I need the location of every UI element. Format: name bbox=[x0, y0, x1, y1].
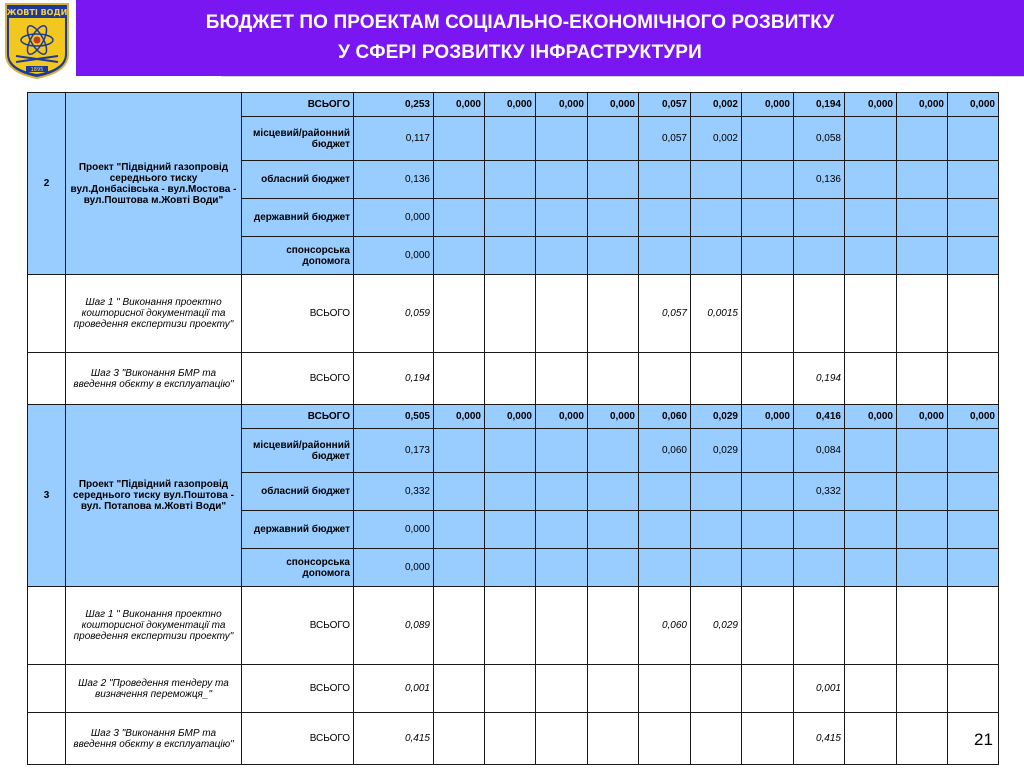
step-total-label: ВСЬОГО bbox=[242, 275, 354, 353]
funding-source: спонсорська допомога bbox=[242, 237, 354, 275]
amount-cell: 0,029 bbox=[691, 405, 742, 429]
step-amount-cell bbox=[434, 587, 485, 665]
amount-cell bbox=[536, 549, 588, 587]
amount-cell: 0,084 bbox=[794, 429, 845, 473]
amount-cell: 0,000 bbox=[536, 93, 588, 117]
step-amount-cell bbox=[485, 587, 536, 665]
amount-cell: 0,000 bbox=[354, 199, 434, 237]
step-amount-cell bbox=[485, 713, 536, 765]
step-amount-cell bbox=[742, 665, 794, 713]
amount-cell bbox=[639, 473, 691, 511]
funding-source: місцевий/районний бюджет bbox=[242, 117, 354, 161]
amount-cell bbox=[639, 161, 691, 199]
amount-cell bbox=[434, 161, 485, 199]
step-amount-cell bbox=[742, 713, 794, 765]
amount-cell: 0,136 bbox=[794, 161, 845, 199]
step-amount-cell bbox=[536, 665, 588, 713]
step-total-label: ВСЬОГО bbox=[242, 713, 354, 765]
budget-row bbox=[28, 405, 999, 429]
logo-text: ЖОВТІ ВОДИ bbox=[6, 8, 68, 17]
step-amount-cell bbox=[588, 353, 639, 405]
step-amount-cell bbox=[536, 275, 588, 353]
amount-cell bbox=[434, 473, 485, 511]
amount-cell bbox=[845, 511, 897, 549]
amount-cell bbox=[794, 237, 845, 275]
amount-cell bbox=[691, 511, 742, 549]
amount-cell: 0,505 bbox=[354, 405, 434, 429]
amount-cell bbox=[897, 199, 948, 237]
amount-cell bbox=[588, 199, 639, 237]
amount-cell bbox=[536, 511, 588, 549]
amount-cell: 0,253 bbox=[354, 93, 434, 117]
step-amount-cell bbox=[588, 587, 639, 665]
step-row bbox=[28, 353, 999, 405]
amount-cell bbox=[485, 473, 536, 511]
amount-cell: 0,000 bbox=[897, 405, 948, 429]
amount-cell bbox=[691, 161, 742, 199]
amount-cell: 0,173 bbox=[354, 429, 434, 473]
amount-cell bbox=[485, 429, 536, 473]
step-amount-cell bbox=[639, 713, 691, 765]
step-amount-cell bbox=[845, 713, 897, 765]
amount-cell bbox=[691, 237, 742, 275]
amount-cell bbox=[742, 549, 794, 587]
amount-cell: 0,332 bbox=[354, 473, 434, 511]
amount-cell bbox=[536, 237, 588, 275]
step-name: Шаг 1 " Виконання проектно кошторисної документації та проведення експертизи проекту" bbox=[66, 587, 242, 665]
step-name: Шаг 2 "Проведення тендеру та визначення переможця_" bbox=[66, 665, 242, 713]
funding-source: державний бюджет bbox=[242, 199, 354, 237]
amount-cell: 0,000 bbox=[354, 237, 434, 275]
amount-cell bbox=[845, 473, 897, 511]
step-amount-cell bbox=[485, 353, 536, 405]
amount-cell bbox=[897, 117, 948, 161]
amount-cell bbox=[742, 117, 794, 161]
step-amount-cell bbox=[588, 665, 639, 713]
page-number: 21 bbox=[974, 730, 993, 749]
amount-cell bbox=[691, 199, 742, 237]
step-amount-cell bbox=[434, 353, 485, 405]
amount-cell bbox=[742, 199, 794, 237]
step-amount-cell bbox=[897, 713, 948, 765]
step-amount-cell: 0,059 bbox=[354, 275, 434, 353]
amount-cell bbox=[948, 199, 999, 237]
amount-cell bbox=[948, 429, 999, 473]
amount-cell: 0,136 bbox=[354, 161, 434, 199]
header-divider bbox=[221, 76, 1024, 77]
step-total-label: ВСЬОГО bbox=[242, 587, 354, 665]
amount-cell bbox=[434, 549, 485, 587]
amount-cell bbox=[794, 511, 845, 549]
amount-cell: 0,000 bbox=[897, 93, 948, 117]
amount-cell bbox=[434, 237, 485, 275]
step-amount-cell: 0,001 bbox=[354, 665, 434, 713]
amount-cell bbox=[588, 549, 639, 587]
amount-cell: 0,029 bbox=[691, 429, 742, 473]
amount-cell: 0,000 bbox=[354, 511, 434, 549]
amount-cell bbox=[536, 161, 588, 199]
amount-cell bbox=[948, 549, 999, 587]
step-amount-cell: 0,057 bbox=[639, 275, 691, 353]
amount-cell: 0,332 bbox=[794, 473, 845, 511]
step-amount-cell: 0,415 bbox=[794, 713, 845, 765]
amount-cell: 0,000 bbox=[354, 549, 434, 587]
amount-cell bbox=[485, 117, 536, 161]
step-amount-cell bbox=[639, 665, 691, 713]
amount-cell bbox=[742, 161, 794, 199]
step-amount-cell bbox=[897, 275, 948, 353]
amount-cell: 0,000 bbox=[485, 93, 536, 117]
amount-cell bbox=[948, 117, 999, 161]
amount-cell bbox=[897, 549, 948, 587]
budget-table bbox=[27, 92, 999, 765]
amount-cell: 0,000 bbox=[948, 93, 999, 117]
amount-cell bbox=[691, 549, 742, 587]
step-amount-cell bbox=[897, 665, 948, 713]
amount-cell: 0,000 bbox=[588, 93, 639, 117]
step-amount-cell bbox=[691, 713, 742, 765]
step-amount-cell bbox=[794, 587, 845, 665]
amount-cell bbox=[639, 549, 691, 587]
step-amount-cell bbox=[536, 353, 588, 405]
step-amount-cell: 0,194 bbox=[794, 353, 845, 405]
amount-cell bbox=[845, 161, 897, 199]
amount-cell: 0,000 bbox=[536, 405, 588, 429]
step-amount-cell bbox=[845, 353, 897, 405]
funding-source: місцевий/районний бюджет bbox=[242, 429, 354, 473]
amount-cell: 0,060 bbox=[639, 429, 691, 473]
amount-cell bbox=[536, 199, 588, 237]
step-amount-cell: 0,194 bbox=[354, 353, 434, 405]
funding-source: обласний бюджет bbox=[242, 161, 354, 199]
step-name: Шаг 1 " Виконання проектно кошторисної документації та проведення експертизи проекту" bbox=[66, 275, 242, 353]
amount-cell bbox=[897, 161, 948, 199]
step-amount-cell bbox=[691, 665, 742, 713]
step-amount-cell bbox=[536, 587, 588, 665]
empty-index-cell bbox=[28, 713, 66, 765]
amount-cell bbox=[845, 237, 897, 275]
step-amount-cell bbox=[536, 713, 588, 765]
project-index: 3 bbox=[28, 405, 66, 587]
project-name: Проект "Підвідний газопровід середнього тиску вул.Донбасівська - вул.Мостова - вул.Поштова м.Жовті Води" bbox=[66, 93, 242, 275]
step-amount-cell bbox=[794, 275, 845, 353]
step-total-label: ВСЬОГО bbox=[242, 665, 354, 713]
amount-cell bbox=[485, 237, 536, 275]
amount-cell: 0,002 bbox=[691, 117, 742, 161]
step-row bbox=[28, 275, 999, 353]
amount-cell bbox=[434, 511, 485, 549]
amount-cell bbox=[845, 429, 897, 473]
step-amount-cell bbox=[434, 713, 485, 765]
amount-cell bbox=[794, 199, 845, 237]
step-amount-cell bbox=[588, 713, 639, 765]
amount-cell bbox=[639, 237, 691, 275]
step-amount-cell bbox=[485, 665, 536, 713]
amount-cell bbox=[434, 199, 485, 237]
step-amount-cell bbox=[691, 353, 742, 405]
amount-cell: 0,416 bbox=[794, 405, 845, 429]
slide-title-line2: У СФЕРІ РОЗВИТКУ ІНФРАСТРУКТУРИ bbox=[338, 42, 702, 63]
step-amount-cell: 0,0015 bbox=[691, 275, 742, 353]
project-index: 2 bbox=[28, 93, 66, 275]
amount-cell bbox=[742, 429, 794, 473]
amount-cell: 0,117 bbox=[354, 117, 434, 161]
amount-cell bbox=[434, 117, 485, 161]
step-amount-cell: 0,415 bbox=[354, 713, 434, 765]
step-name: Шаг 3 "Виконання БМР та введення обєкту в експлуатацію" bbox=[66, 713, 242, 765]
step-amount-cell bbox=[845, 665, 897, 713]
amount-cell bbox=[588, 511, 639, 549]
amount-cell: 0,057 bbox=[639, 93, 691, 117]
step-amount-cell bbox=[742, 587, 794, 665]
amount-cell: 0,058 bbox=[794, 117, 845, 161]
amount-cell bbox=[742, 511, 794, 549]
step-amount-cell bbox=[897, 353, 948, 405]
amount-cell bbox=[691, 473, 742, 511]
step-amount-cell bbox=[434, 275, 485, 353]
budget-row bbox=[28, 93, 999, 117]
amount-cell bbox=[948, 237, 999, 275]
amount-cell: 0,060 bbox=[639, 405, 691, 429]
amount-cell bbox=[948, 473, 999, 511]
step-total-label: ВСЬОГО bbox=[242, 353, 354, 405]
amount-cell: 0,000 bbox=[485, 405, 536, 429]
step-amount-cell bbox=[742, 275, 794, 353]
step-row bbox=[28, 665, 999, 713]
slide-header bbox=[0, 0, 1024, 78]
amount-cell bbox=[897, 511, 948, 549]
step-amount-cell bbox=[897, 587, 948, 665]
amount-cell bbox=[639, 511, 691, 549]
amount-cell bbox=[588, 473, 639, 511]
amount-cell bbox=[588, 161, 639, 199]
amount-cell bbox=[588, 117, 639, 161]
amount-cell bbox=[897, 237, 948, 275]
amount-cell bbox=[845, 199, 897, 237]
empty-index-cell bbox=[28, 665, 66, 713]
amount-cell bbox=[536, 117, 588, 161]
amount-cell bbox=[897, 473, 948, 511]
step-amount-cell: 0,089 bbox=[354, 587, 434, 665]
amount-cell bbox=[536, 473, 588, 511]
amount-cell bbox=[588, 429, 639, 473]
amount-cell: 0,002 bbox=[691, 93, 742, 117]
logo-year: 1895 bbox=[30, 67, 44, 73]
amount-cell bbox=[845, 549, 897, 587]
amount-cell: 0,000 bbox=[948, 405, 999, 429]
amount-cell: 0,000 bbox=[742, 93, 794, 117]
amount-cell bbox=[434, 429, 485, 473]
amount-cell bbox=[948, 161, 999, 199]
step-amount-cell bbox=[485, 275, 536, 353]
step-amount-cell bbox=[948, 275, 999, 353]
slide-title-line1: БЮДЖЕТ ПО ПРОЕКТАМ СОЦІАЛЬНО-ЕКОНОМІЧНОГО РОЗВИТКУ bbox=[205, 12, 835, 33]
funding-source: ВСЬОГО bbox=[242, 405, 354, 429]
amount-cell bbox=[485, 549, 536, 587]
amount-cell bbox=[485, 199, 536, 237]
amount-cell: 0,000 bbox=[434, 93, 485, 117]
amount-cell bbox=[794, 549, 845, 587]
amount-cell: 0,000 bbox=[588, 405, 639, 429]
amount-cell bbox=[845, 117, 897, 161]
amount-cell bbox=[639, 199, 691, 237]
amount-cell bbox=[485, 161, 536, 199]
amount-cell bbox=[536, 429, 588, 473]
amount-cell bbox=[897, 429, 948, 473]
step-row bbox=[28, 713, 999, 765]
step-amount-cell bbox=[948, 665, 999, 713]
funding-source: державний бюджет bbox=[242, 511, 354, 549]
step-amount-cell bbox=[948, 353, 999, 405]
step-amount-cell: 0,001 bbox=[794, 665, 845, 713]
amount-cell bbox=[742, 473, 794, 511]
amount-cell: 0,194 bbox=[794, 93, 845, 117]
step-amount-cell bbox=[845, 275, 897, 353]
step-amount-cell bbox=[588, 275, 639, 353]
amount-cell: 0,057 bbox=[639, 117, 691, 161]
amount-cell bbox=[948, 511, 999, 549]
step-amount-cell bbox=[434, 665, 485, 713]
empty-index-cell bbox=[28, 275, 66, 353]
step-row bbox=[28, 587, 999, 665]
step-amount-cell: 0,060 bbox=[639, 587, 691, 665]
project-name: Проект "Підвідний газопровід середнього тиску вул.Поштова - вул. Потапова м.Жовті Води" bbox=[66, 405, 242, 587]
step-amount-cell bbox=[742, 353, 794, 405]
empty-index-cell bbox=[28, 587, 66, 665]
empty-index-cell bbox=[28, 353, 66, 405]
amount-cell: 0,000 bbox=[845, 405, 897, 429]
step-amount-cell bbox=[948, 587, 999, 665]
amount-cell: 0,000 bbox=[845, 93, 897, 117]
funding-source: ВСЬОГО bbox=[242, 93, 354, 117]
funding-source: спонсорська допомога bbox=[242, 549, 354, 587]
amount-cell: 0,000 bbox=[742, 405, 794, 429]
step-name: Шаг 3 "Виконання БМР та введення обєкту в експлуатацію" bbox=[66, 353, 242, 405]
step-amount-cell bbox=[845, 587, 897, 665]
amount-cell: 0,000 bbox=[434, 405, 485, 429]
amount-cell bbox=[588, 237, 639, 275]
amount-cell bbox=[742, 237, 794, 275]
step-amount-cell bbox=[639, 353, 691, 405]
amount-cell bbox=[485, 511, 536, 549]
funding-source: обласний бюджет bbox=[242, 473, 354, 511]
step-amount-cell: 0,029 bbox=[691, 587, 742, 665]
title-band bbox=[76, 0, 1024, 76]
